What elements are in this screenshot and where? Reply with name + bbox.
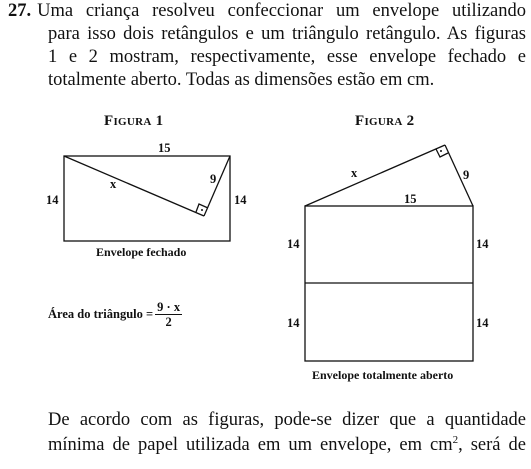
figure1-hypotenuse-x <box>64 156 204 216</box>
figure1-label-left: 14 <box>46 193 59 207</box>
figure2-label-15: 15 <box>404 192 417 206</box>
figure2-label-left-bottom: 14 <box>287 316 300 330</box>
figure1-label-top: 15 <box>158 141 171 155</box>
formula-numerator: 9 · x <box>157 300 181 314</box>
figure2-caption: Envelope totalmente aberto <box>312 368 454 382</box>
figure2-angle-dot <box>440 150 442 152</box>
figure2-flap-side-x <box>305 145 445 206</box>
figure1-caption: Envelope fechado <box>96 245 187 259</box>
figure1-angle-dot <box>201 209 203 211</box>
figure1-title: Figura 1 <box>104 113 164 129</box>
formula-denominator: 2 <box>165 315 172 329</box>
figure1-label-x: x <box>110 177 117 191</box>
question-number: 27. <box>8 1 32 21</box>
figure1-leg-9 <box>204 156 230 216</box>
figure1-label-right: 14 <box>234 193 247 207</box>
formula-fraction <box>155 300 182 329</box>
question-line-2: para isso dois retângulos e um triângulo retângulo. As figuras <box>48 24 526 44</box>
figure1-label-9: 9 <box>210 172 217 186</box>
figure2-label-right-top: 14 <box>476 237 489 251</box>
footer-line-2: mínima de papel utilizada em um envelope, em $cm^2$, será de <box>48 433 526 455</box>
footer-superscript: 2 <box>452 433 459 446</box>
question-line-1: 27. Uma criança resolveu confeccionar um envelope utilizando <box>8 1 526 21</box>
figure2-right-angle-mark <box>436 149 448 157</box>
figure2-label-right-bottom: 14 <box>476 316 489 330</box>
figure2-label-9: 9 <box>463 168 470 182</box>
triangle-area-formula <box>48 300 182 329</box>
figure2-label-x: x <box>351 166 358 180</box>
figure2-label-left-top: 14 <box>287 237 300 251</box>
question-line-4: totalmente aberto. Todas as dimensões estão em cm. <box>48 70 435 90</box>
formula-prefix: Área do triângulo = <box>48 307 154 321</box>
footer-text <box>48 408 526 458</box>
question-line-3: 1 e 2 mostram, respectivamente, esse envelope fechado e <box>48 47 526 67</box>
figure2-title: Figura 2 <box>355 113 415 129</box>
footer-line-1: De acordo com as figuras, pode-se dizer que a quantidade <box>48 410 526 430</box>
figure1-envelope-rect <box>64 156 230 241</box>
